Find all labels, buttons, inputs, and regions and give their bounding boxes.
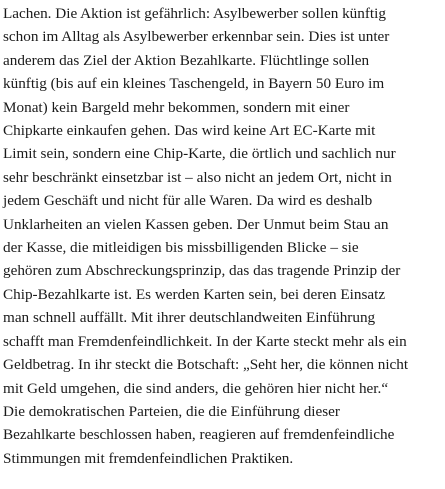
text-line: anderem das Ziel der Aktion Bezahlkarte. Flüchtlinge sollen	[3, 51, 370, 69]
text-line: Monat) kein Bargeld mehr bekommen, sondern mit einer	[3, 98, 350, 116]
text-line: mit Geld umgehen, die sind anders, die gehören hier nicht her.“	[3, 379, 389, 397]
article-paragraph	[3, 2, 445, 470]
text-line: Limit sein, sondern eine Chip-Karte, die örtlich und sachlich nur	[3, 145, 396, 163]
text-line: sehr beschränkt einsetzbar ist – also nicht an jedem Ort, nicht in	[3, 168, 392, 186]
text-line: künftig (bis auf ein kleines Taschengeld, in Bayern 50 Euro im	[3, 75, 385, 93]
text-line: der Kasse, die mitleidigen bis missbilligenden Blicke – sie	[3, 239, 359, 257]
text-line: man schnell auffällt. Mit ihrer deutschlandweiten Einführung	[3, 309, 376, 327]
text-line: gehören zum Abschreckungsprinzip, das das tragende Prinzip der	[3, 262, 401, 280]
text-line: Chip-Bezahlkarte ist. Es werden Karten sein, bei deren Einsatz	[3, 285, 386, 303]
text-line: Lachen. Die Aktion ist gefährlich: Asylbewerber sollen künftig	[3, 5, 386, 22]
text-line: schon im Alltag als Asylbewerber erkennbar sein. Dies ist unter	[3, 28, 390, 46]
text-line: Unklarheiten an vielen Kassen geben. Der Unmut beim Stau an	[3, 215, 389, 233]
text-line: Bezahlkarte beschlossen haben, reagieren auf fremdenfeindliche	[3, 426, 395, 444]
text-line: schafft man Fremdenfeindlichkeit. In der Karte steckt mehr als ein	[3, 332, 407, 350]
text-line: Geldbetrag. In ihr steckt die Botschaft: „Seht her, die können nicht	[3, 356, 409, 374]
text-line: Stimmungen mit fremdenfeindlichen Praktiken.	[3, 449, 294, 467]
text-line: jedem Geschäft und nicht für alle Waren. Da wird es deshalb	[3, 192, 373, 210]
text-line: Chipkarte einkaufen gehen. Das wird keine Art EC-Karte mit	[3, 122, 376, 140]
text-line: Die demokratischen Parteien, die die Einführung dieser	[3, 402, 340, 420]
